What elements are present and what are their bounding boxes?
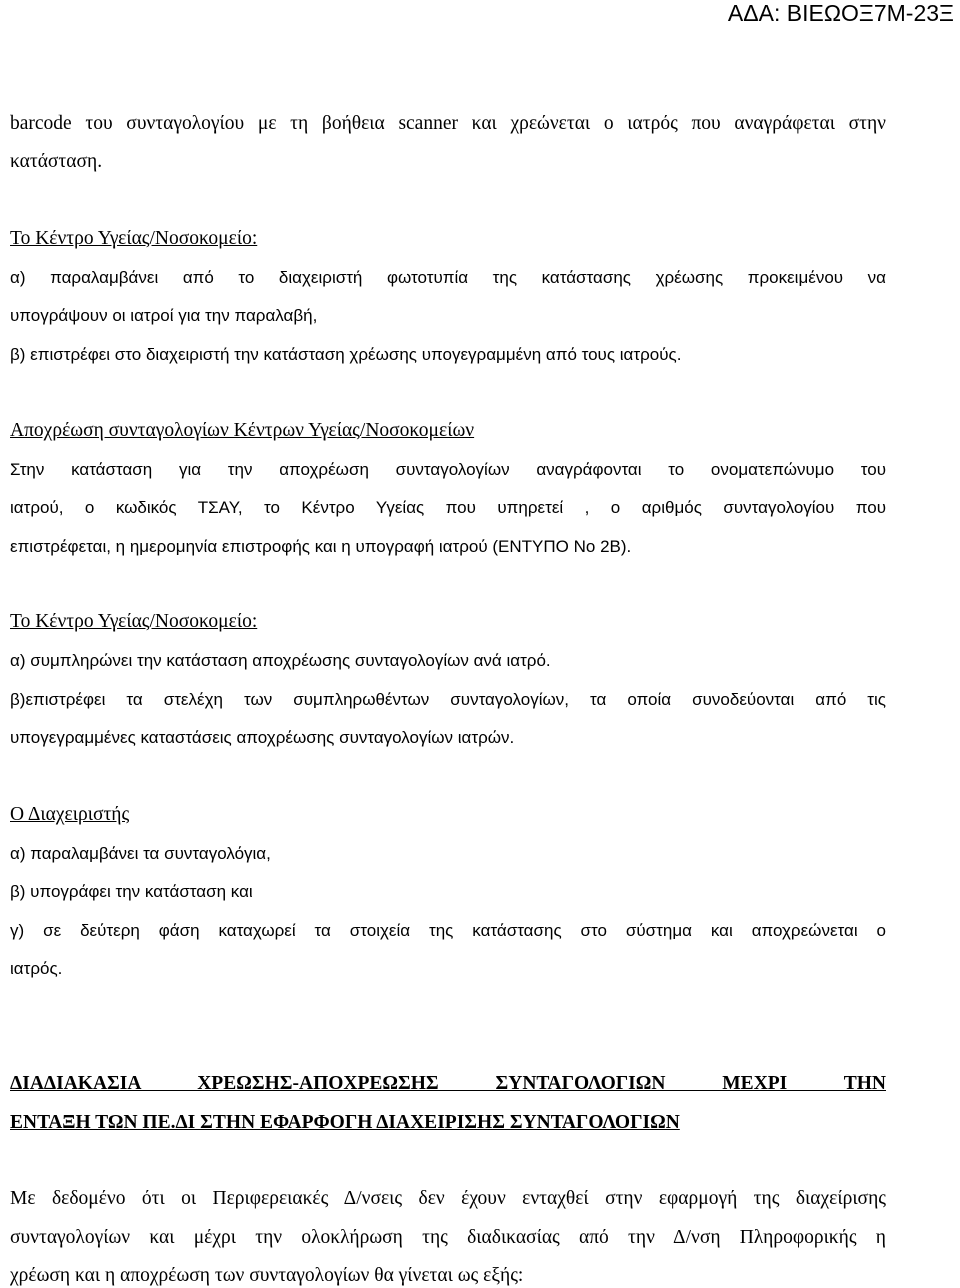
section-title-continuation: ΕΝΤΑΞΗ ΤΩΝ ΠΕ.ΔΙ ΣΤΗΝ ΕΦΑΡΦΟΓΗ ΔΙΑΧΕΙΡΙΣΗΣ ΣΥΝΤΑΓΟΛΟΓΙΩΝ xyxy=(10,1112,680,1133)
list-item-b: β) επιστρέφει στο διαχειριστή την κατάσταση χρέωσης υπογεγραμμένη από τους ιατρούς. xyxy=(10,345,682,364)
section-heading-kentro: Το Κέντρο Υγείας/Νοσοκομείο: xyxy=(10,228,258,249)
paragraph-line: Στην κατάσταση για την αποχρέωση συνταγολογίων αναγράφονται το ονοματεπώνυμο του xyxy=(10,460,886,479)
list-item-a: α) παραλαμβάνει από το διαχειριστή φωτοτυπία της κατάστασης χρέωσης προκειμένου να xyxy=(10,268,886,287)
paragraph-line: επιστρέφεται, η ημερομηνία επιστροφής και η υπογραφή ιατρού (ΕΝΤΥΠΟ Νο 2Β). xyxy=(10,537,632,556)
list-item-c: γ) σε δεύτερη φάση καταχωρεί τα στοιχεία της κατάστασης στο σύστημα και αποχρεώνεται ο xyxy=(10,921,886,940)
list-item-b: β)επιστρέφει τα στελέχη των συμπληρωθέντων συνταγολογίων, τα οποία συνοδεύονται από τις xyxy=(10,690,886,709)
list-item-a-continuation: υπογράψουν οι ιατροί για την παραλαβή, xyxy=(10,306,318,325)
paragraph-line: ιατρού, ο κωδικός ΤΣΑΥ, το Κέντρο Υγείας που υπηρετεί , ο αριθμός συνταγολογίου που xyxy=(10,498,886,517)
list-item-c-continuation: ιατρός. xyxy=(10,959,63,978)
ada-code: ΑΔΑ: ΒΙΕΩΟΞ7Μ-23Ξ xyxy=(727,0,954,26)
paragraph-line: barcode του συνταγολογίου με τη βοήθεια scanner και χρεώνεται ο ιατρός που αναγράφεται στην xyxy=(10,113,886,134)
section-heading-apoxreosi: Αποχρέωση συνταγολογίων Κέντρων Υγείας/Νοσοκομείων xyxy=(10,420,475,441)
paragraph-line: Με δεδομένο ότι οι Περιφερειακές Δ/νσεις δεν έχουν ενταχθεί στην εφαρμογή της διαχείρισης xyxy=(10,1188,886,1209)
list-item-b: β) υπογράφει την κατάσταση και xyxy=(10,882,253,901)
list-item-b-continuation: υπογεγραμμένες καταστάσεις αποχρέωσης συνταγολογίων ιατρών. xyxy=(10,728,515,747)
section-heading-kentro-2: Το Κέντρο Υγείας/Νοσοκομείο: xyxy=(10,611,258,632)
section-heading-diaxeiristis: Ο Διαχειριστής xyxy=(10,804,130,825)
list-item-a: α) παραλαμβάνει τα συνταγολόγια, xyxy=(10,844,271,863)
paragraph-line: συνταγολογίων και μέχρι την ολοκλήρωση της διαδικασίας από την Δ/νση Πληροφορικής η xyxy=(10,1227,886,1248)
paragraph-line: χρέωση και η αποχρέωση των συνταγολογίων θα γίνεται ως εξής: xyxy=(10,1265,524,1286)
section-title: ΔΙΑΔΙΑΚΑΣΙΑ ΧΡΕΩΣΗΣ-ΑΠΟΧΡΕΩΣΗΣ ΣΥΝΤΑΓΟΛΟΓΙΩΝ ΜΕΧΡΙ ΤΗΝ xyxy=(10,1073,886,1094)
list-item-a: α) συμπληρώνει την κατάσταση αποχρέωσης συνταγολογίων ανά ιατρό. xyxy=(10,651,551,670)
paragraph-line: κατάσταση. xyxy=(10,151,103,172)
